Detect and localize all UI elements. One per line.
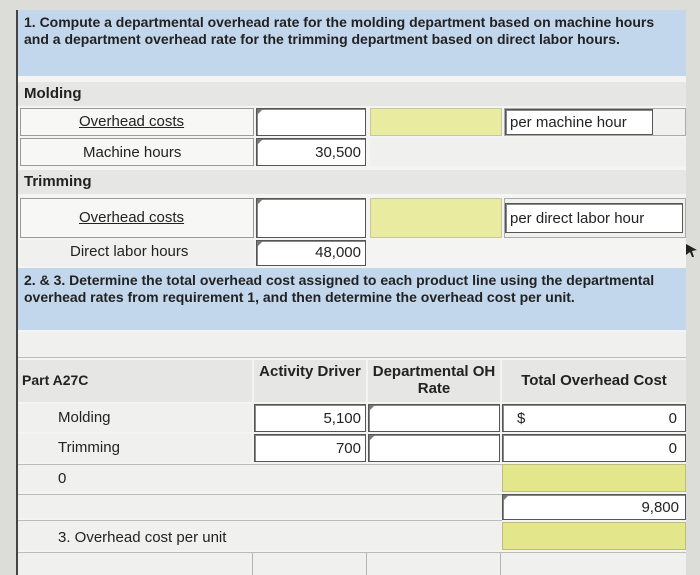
trimming-rate-unit: per direct labor hour — [510, 210, 645, 227]
total-overhead-input[interactable] — [502, 464, 686, 492]
molding-rate-unit-cell — [504, 108, 686, 136]
row-molding-total: 0 — [668, 410, 677, 427]
req1-title: 1. Compute a departmental overhead rate for the molding department based on machine hours and a department overhead rate for the trimming department based on direct labor hours. — [24, 14, 655, 47]
trimming-rate-unit-cell — [504, 198, 686, 238]
row-trimming-driver: 700 — [335, 440, 361, 457]
trimming-rate-unit-box — [505, 203, 683, 233]
dlh-label-cell — [20, 240, 254, 266]
sum-label: 0 — [58, 470, 67, 487]
trimming-section-header — [18, 170, 686, 194]
row-trimming-total: 0 — [668, 440, 677, 457]
trimming-rate-input[interactable] — [370, 198, 502, 238]
part-label-cell — [18, 360, 252, 402]
req23-title: 2. & 3. Determine the total overhead cost assigned to each product line using the departmental overhead rates from requirement 1, and then determine the overhead cost per unit. — [24, 272, 655, 305]
cost-per-unit-input[interactable] — [502, 522, 686, 550]
cell-marker-icon — [257, 139, 263, 145]
machine-hours-label: Machine hours — [83, 144, 182, 161]
cost-per-unit-label-cell — [18, 520, 502, 550]
cell-marker-icon — [369, 435, 375, 441]
dlh-value: 48,000 — [315, 244, 361, 261]
grid-divider — [252, 553, 253, 575]
machine-hours-blank — [370, 138, 686, 166]
bottom-row — [18, 552, 686, 575]
row-trimming-total-cell — [502, 434, 686, 462]
req1-banner — [18, 10, 686, 76]
trimming-label: Trimming — [24, 173, 92, 190]
cell-marker-icon — [369, 405, 375, 411]
cursor-arrow-icon — [686, 244, 698, 258]
row-molding-label: Molding — [58, 409, 111, 426]
currency-symbol: $ — [517, 410, 526, 427]
machine-hours-value: 30,500 — [315, 144, 361, 161]
units-blank — [18, 494, 502, 518]
trimming-overhead-label-cell — [20, 198, 254, 238]
row-trimming-rate-input[interactable] — [368, 434, 500, 462]
dept-oh-rate-header-text: Departmental OH Rate — [372, 363, 496, 397]
sum-label-cell — [18, 464, 502, 492]
total-oh-cost-header — [502, 360, 686, 402]
units-value: 9,800 — [641, 499, 679, 516]
grid-divider — [366, 553, 367, 575]
part-label: Part A27C — [22, 372, 89, 388]
activity-driver-header — [254, 360, 366, 402]
molding-rate-unit-box — [505, 109, 653, 135]
total-oh-cost-header-text: Total Overhead Cost — [521, 372, 667, 389]
row-trimming-label-cell — [18, 434, 252, 462]
molding-section-header — [18, 82, 686, 106]
cell-marker-icon — [257, 241, 263, 247]
dlh-input[interactable] — [256, 240, 366, 266]
trimming-overhead-label: Overhead costs — [79, 209, 185, 226]
molding-rate-unit: per machine hour — [510, 114, 627, 131]
dept-oh-rate-header — [368, 360, 500, 402]
row-molding-driver: 5,100 — [323, 410, 361, 427]
cell-marker-icon — [503, 495, 509, 501]
molding-overhead-input[interactable] — [256, 108, 366, 136]
spacer-row — [18, 332, 686, 358]
grid-divider — [500, 553, 501, 575]
cost-per-unit-label: 3. Overhead cost per unit — [58, 529, 227, 546]
molding-label: Molding — [24, 85, 82, 102]
row-molding-total-cell — [502, 404, 686, 432]
trimming-overhead-input[interactable] — [256, 198, 366, 238]
dlh-label: Direct labor hours — [70, 243, 189, 260]
activity-driver-header-text: Activity Driver — [259, 363, 361, 380]
row-trimming-driver-input[interactable] — [254, 434, 366, 462]
cell-marker-icon — [257, 199, 263, 205]
row-trimming-label: Trimming — [58, 439, 120, 456]
row-molding-rate-input[interactable] — [368, 404, 500, 432]
machine-hours-input[interactable] — [256, 138, 366, 166]
cell-marker-icon — [257, 109, 263, 115]
worksheet — [16, 10, 686, 575]
molding-rate-input[interactable] — [370, 108, 502, 136]
row-molding-driver-input[interactable] — [254, 404, 366, 432]
molding-overhead-label-cell — [20, 108, 254, 136]
machine-hours-label-cell — [20, 138, 254, 166]
req23-banner — [18, 268, 686, 330]
units-input[interactable] — [502, 494, 686, 520]
row-molding-label-cell — [18, 404, 252, 432]
molding-overhead-label: Overhead costs — [79, 113, 185, 130]
